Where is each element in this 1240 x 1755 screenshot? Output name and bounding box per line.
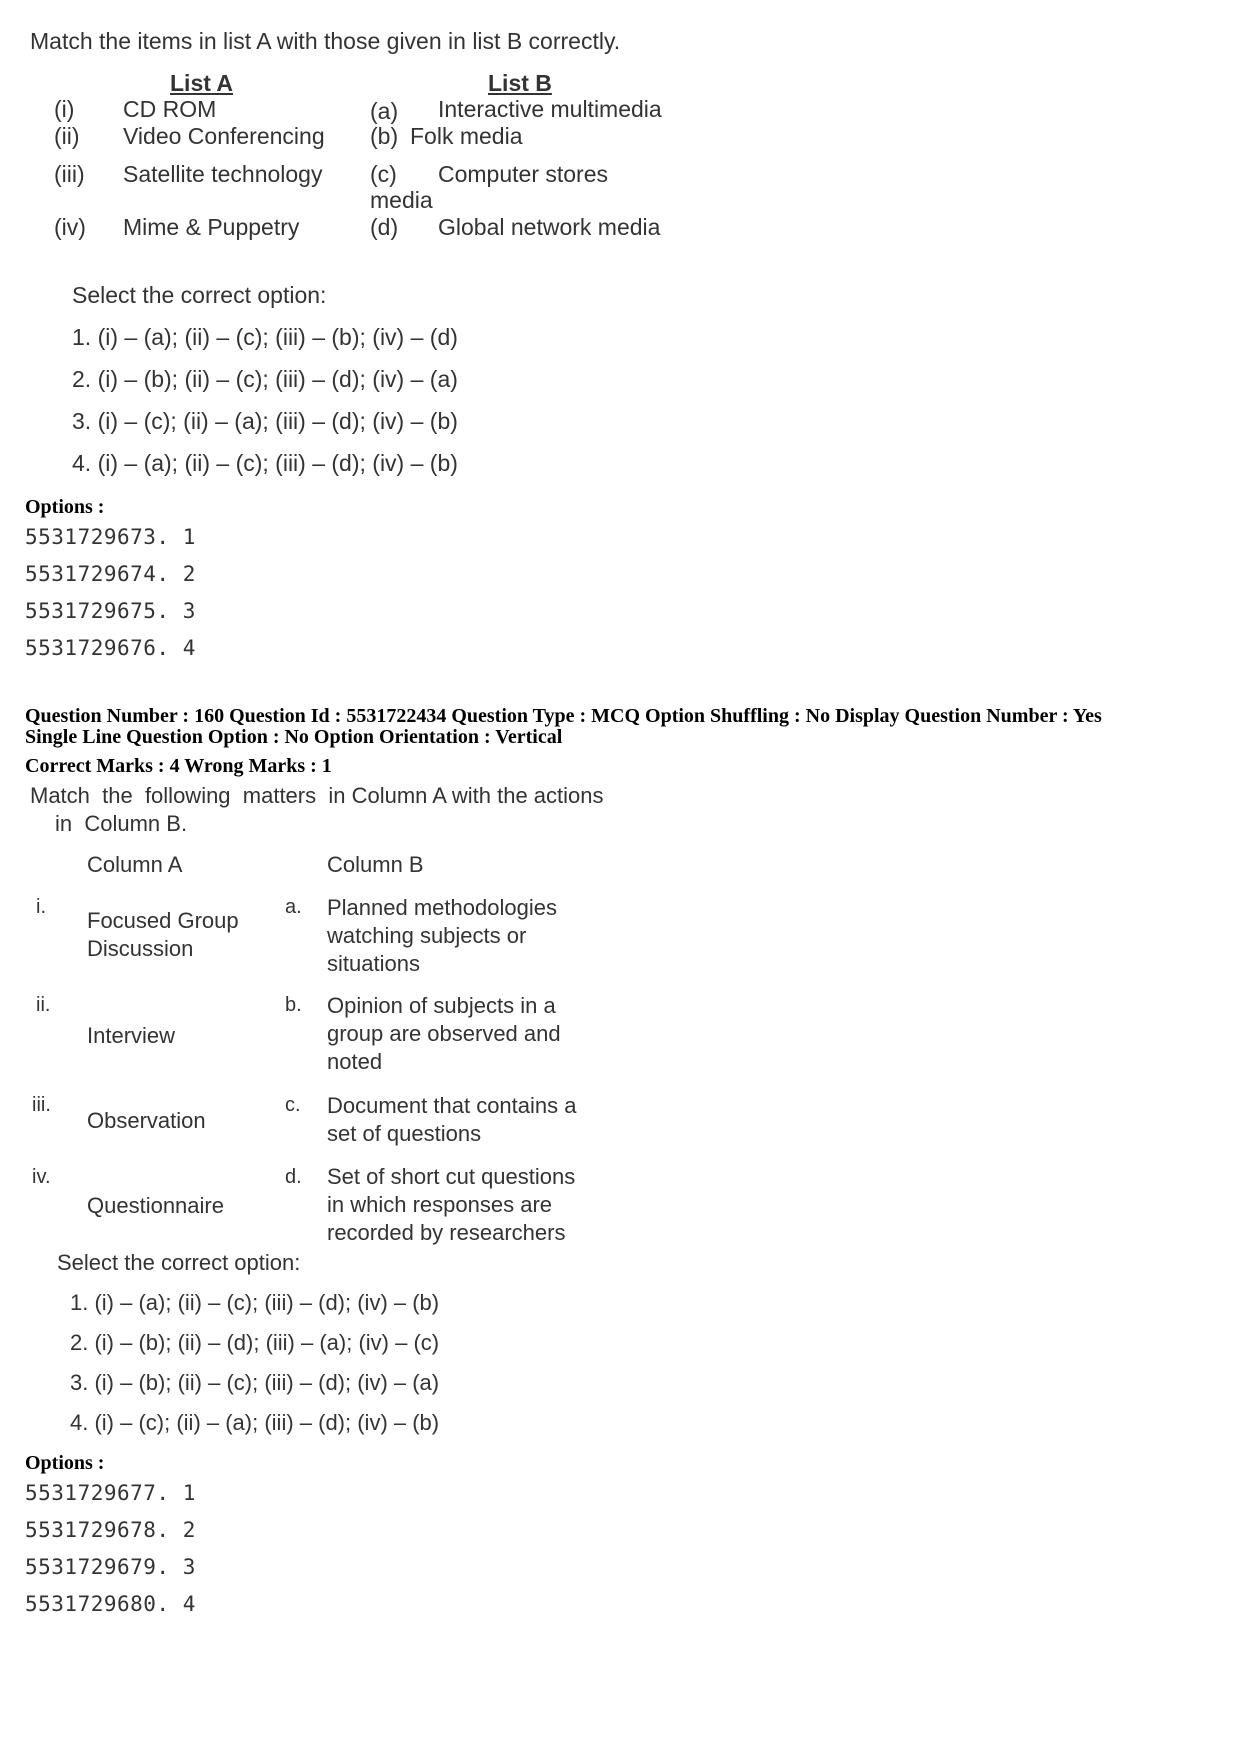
column-b-item: Planned methodologies watching subjects or situations <box>327 895 557 976</box>
q2-instruction-line-1: Match the following matters in Column A with the actions <box>30 783 604 808</box>
column-a-item: Focused Group Discussion <box>87 908 239 961</box>
column-b-letter: a. <box>285 896 302 918</box>
list-a-num: (iii) <box>54 161 85 187</box>
q2-meta-line-1: Question Number : 160 Question Id : 5531722434 Question Type : MCQ Option Shuffling : No Display Question Number : Yes <box>25 705 1102 727</box>
q1-option-2[interactable]: 5531729674. 2 <box>25 562 196 586</box>
q1-choice-2: 2. (i) – (b); (ii) – (c); (iii) – (d); (iv) – (a) <box>72 366 458 392</box>
q2-choice-4: 4. (i) – (c); (ii) – (a); (iii) – (d); (iv) – (b) <box>70 1410 440 1435</box>
column-b-item: Document that contains a set of questions <box>327 1093 577 1146</box>
q2-option-3[interactable]: 5531729679. 3 <box>25 1555 196 1579</box>
list-b-item: Folk media <box>410 123 523 149</box>
q1-options-label: Options : <box>25 496 105 518</box>
q2-instruction-line-2: in Column B. <box>55 811 188 836</box>
column-a-item: Observation <box>87 1108 206 1133</box>
list-a-header: List A <box>170 70 234 96</box>
column-b-letter: b. <box>285 994 302 1016</box>
list-a-num: (ii) <box>54 123 80 149</box>
q2-option-4[interactable]: 5531729680. 4 <box>25 1592 196 1616</box>
list-a-item: Satellite technology <box>123 161 323 187</box>
column-a-header: Column A <box>87 852 183 877</box>
list-a-item: Mime & Puppetry <box>123 214 300 240</box>
q1-choice-3: 3. (i) – (c); (ii) – (a); (iii) – (d); (iv) – (b) <box>72 408 458 434</box>
column-b-item: Opinion of subjects in a group are observed and noted <box>327 993 561 1074</box>
column-b-item: Set of short cut questions in which responses are recorded by researchers <box>327 1164 576 1245</box>
q2-choice-1: 1. (i) – (a); (ii) – (c); (iii) – (d); (iv) – (b) <box>70 1290 440 1315</box>
list-a-item: CD ROM <box>123 96 217 122</box>
q2-marks: Correct Marks : 4 Wrong Marks : 1 <box>25 755 332 777</box>
column-b-letter: d. <box>285 1166 302 1188</box>
list-b-item: Global network media <box>438 214 661 240</box>
column-a-num: iv. <box>32 1166 51 1188</box>
q1-option-1[interactable]: 5531729673. 1 <box>25 525 196 549</box>
column-a-num: i. <box>36 896 46 918</box>
q1-instruction: Match the items in list A with those given in list B correctly. <box>30 28 621 54</box>
column-a-item: Questionnaire <box>87 1193 224 1218</box>
column-a-item: Interview <box>87 1023 176 1048</box>
q2-option-2[interactable]: 5531729678. 2 <box>25 1518 196 1542</box>
list-b-letter: (d) <box>370 214 399 240</box>
q1-choice-4: 4. (i) – (a); (ii) – (c); (iii) – (d); (iv) – (b) <box>72 450 458 476</box>
q2-choice-2: 2. (i) – (b); (ii) – (d); (iii) – (a); (iv) – (c) <box>70 1330 440 1355</box>
q1-select-label: Select the correct option: <box>72 282 327 308</box>
q2-options-label: Options : <box>25 1452 105 1474</box>
column-a-num: ii. <box>36 994 51 1016</box>
list-a-num: (i) <box>54 96 75 122</box>
list-b-item: Interactive multimedia <box>438 96 662 122</box>
column-a-num: iii. <box>32 1094 51 1116</box>
list-a-num: (iv) <box>54 214 86 240</box>
q2-choice-3: 3. (i) – (b); (ii) – (c); (iii) – (d); (iv) – (a) <box>70 1370 440 1395</box>
q1-choice-1: 1. (i) – (a); (ii) – (c); (iii) – (b); (iv) – (d) <box>72 324 458 350</box>
list-b-letter: (a) <box>370 98 399 124</box>
column-b-header: Column B <box>327 852 424 877</box>
q2-option-1[interactable]: 5531729677. 1 <box>25 1481 196 1505</box>
list-b-item-continued: media <box>370 187 433 213</box>
column-b-letter: c. <box>285 1094 301 1116</box>
list-b-letter: (b) <box>370 123 399 149</box>
q1-option-3[interactable]: 5531729675. 3 <box>25 599 196 623</box>
q2-select-label: Select the correct option: <box>57 1250 301 1275</box>
list-b-header: List B <box>488 70 552 96</box>
list-b-item: Computer stores <box>438 161 609 187</box>
q1-option-4[interactable]: 5531729676. 4 <box>25 636 196 660</box>
list-a-item: Video Conferencing <box>123 123 325 149</box>
list-b-letter: (c) <box>370 161 397 187</box>
q2-meta-line-2: Single Line Question Option : No Option Orientation : Vertical <box>25 726 563 748</box>
